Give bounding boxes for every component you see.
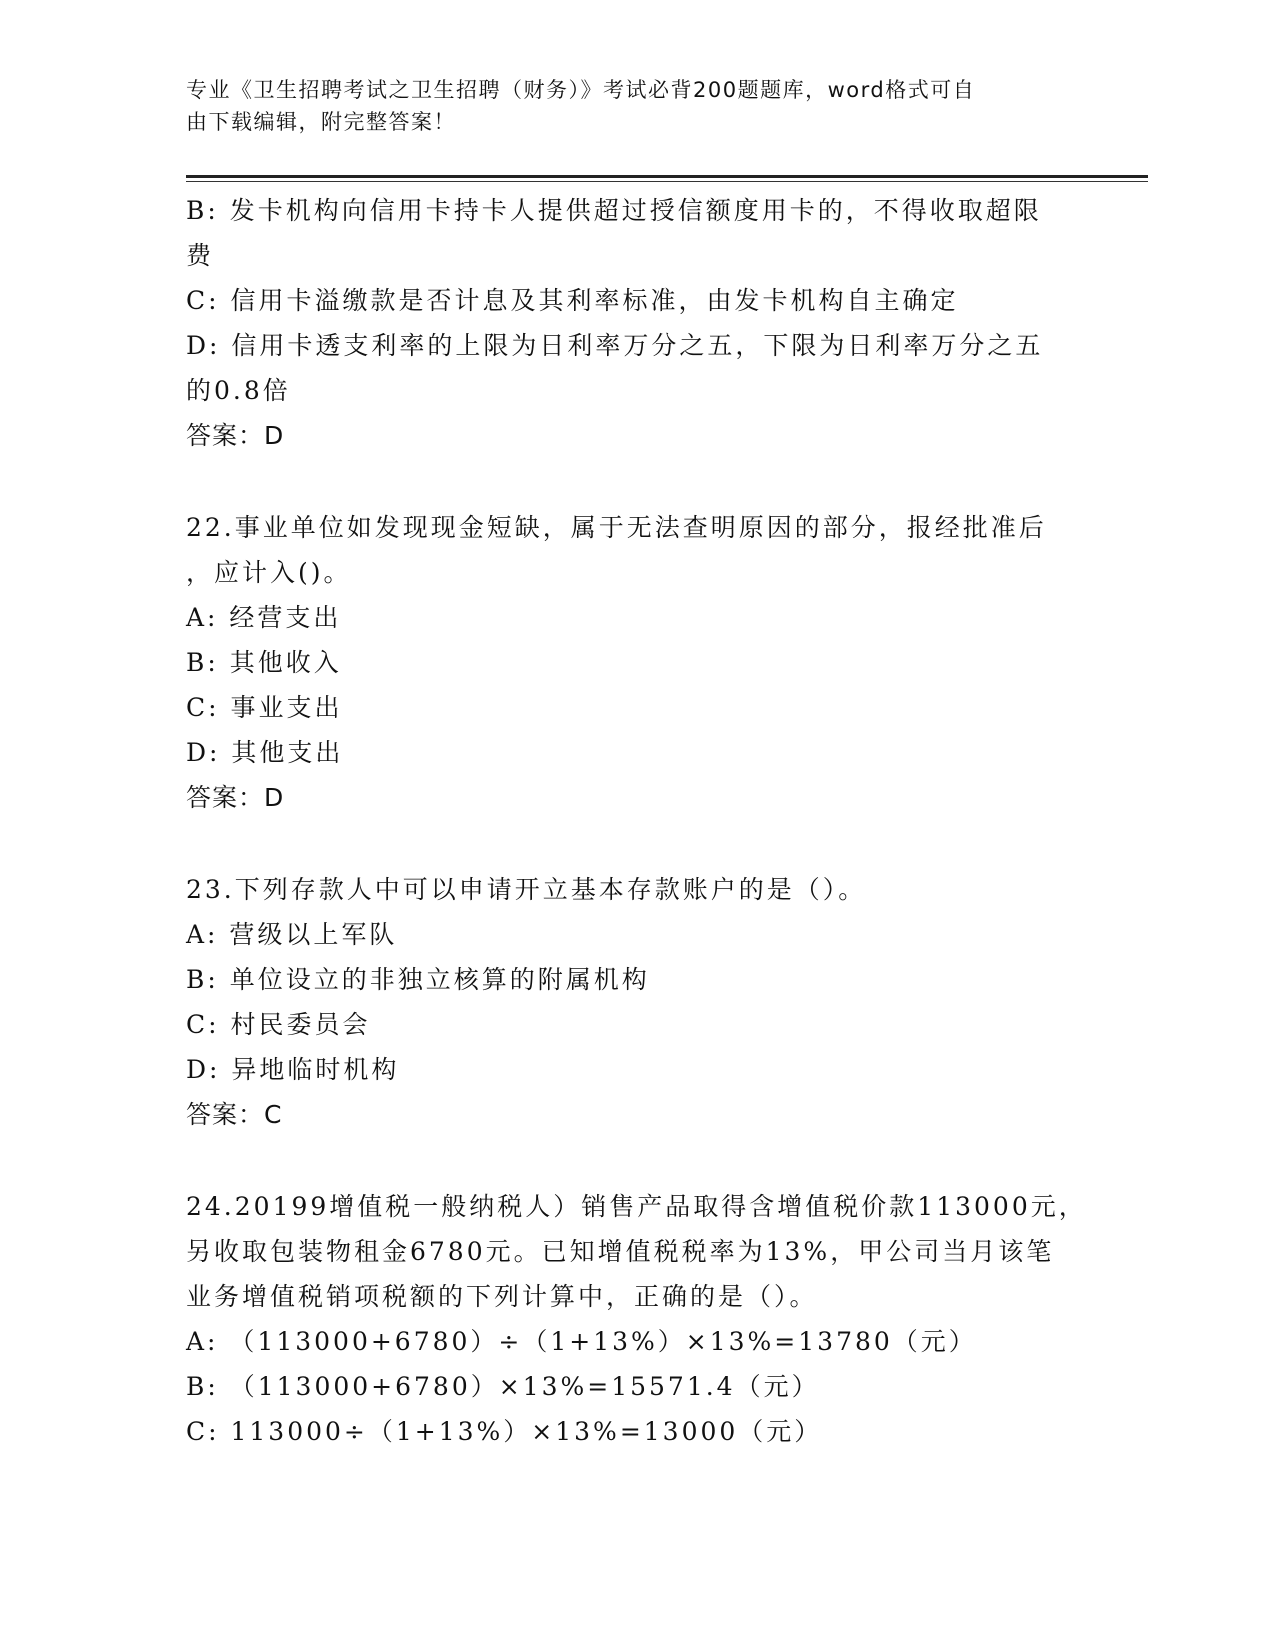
question-gap: [186, 1137, 1066, 1184]
header-line-2: 由下载编辑，附完整答案！: [186, 110, 456, 134]
option-b: B: （113000+6780）×13%=15571.4（元）: [186, 1372, 820, 1401]
question-21-tail: [186, 188, 1066, 458]
question-stem-line-2: ，应计入()。: [186, 558, 352, 587]
option-b: B: 单位设立的非独立核算的附属机构: [186, 965, 650, 994]
option-b-line-2: 费: [186, 241, 215, 270]
option-b-line-1: B: 发卡机构向信用卡持卡人提供超过授信额度用卡的，不得收取超限: [186, 196, 1042, 225]
option-a: A: 经营支出: [186, 603, 342, 632]
option-c: C: 村民委员会: [186, 1010, 371, 1039]
question-gap: [186, 820, 1066, 867]
answer: 答案：C: [186, 1100, 283, 1129]
option-b: B: 其他收入: [186, 648, 342, 677]
option-a: A: （113000+6780）÷（1+13%）×13%=13780（元）: [186, 1327, 977, 1356]
question-stem-line-1: 24.20199增值税一般纳税人）销售产品取得含增值税价款113000元，: [186, 1192, 1087, 1221]
answer: 答案：D: [186, 421, 285, 450]
option-a: A: 营级以上军队: [186, 920, 398, 949]
document-body: [186, 188, 1087, 1454]
question-stem-line-1: 22.事业单位如发现现金短缺，属于无法查明原因的部分，报经批准后: [186, 513, 1047, 542]
document-header: [186, 74, 1066, 138]
question-gap: [186, 458, 1066, 505]
option-d-line-1: D: 信用卡透支利率的上限为日利率万分之五，下限为日利率万分之五: [186, 331, 1044, 360]
question-23: [186, 867, 1066, 1137]
option-d: D: 其他支出: [186, 738, 344, 767]
question-24: [186, 1184, 1087, 1454]
header-divider-thick: [186, 175, 1148, 178]
option-c: C: 信用卡溢缴款是否计息及其利率标准，由发卡机构自主确定: [186, 286, 959, 315]
option-c: C: 事业支出: [186, 693, 343, 722]
header-divider-thin: [186, 181, 1148, 182]
answer: 答案：D: [186, 783, 285, 812]
question-22: [186, 505, 1066, 820]
question-stem-line-3: 业务增值税销项税额的下列计算中，正确的是（）。: [186, 1282, 818, 1311]
header-line-1: 专业《卫生招聘考试之卫生招聘（财务）》考试必背200题题库，word格式可自: [186, 78, 976, 102]
option-d-line-2: 的0.8倍: [186, 376, 291, 405]
option-d: D: 异地临时机构: [186, 1055, 400, 1084]
option-c: C: 113000÷（1+13%）×13%=13000（元）: [186, 1417, 823, 1446]
question-stem-line-2: 另收取包装物租金6780元。已知增值税税率为13%，甲公司当月该笔: [186, 1237, 1055, 1266]
question-stem: 23.下列存款人中可以申请开立基本存款账户的是（）。: [186, 875, 867, 904]
